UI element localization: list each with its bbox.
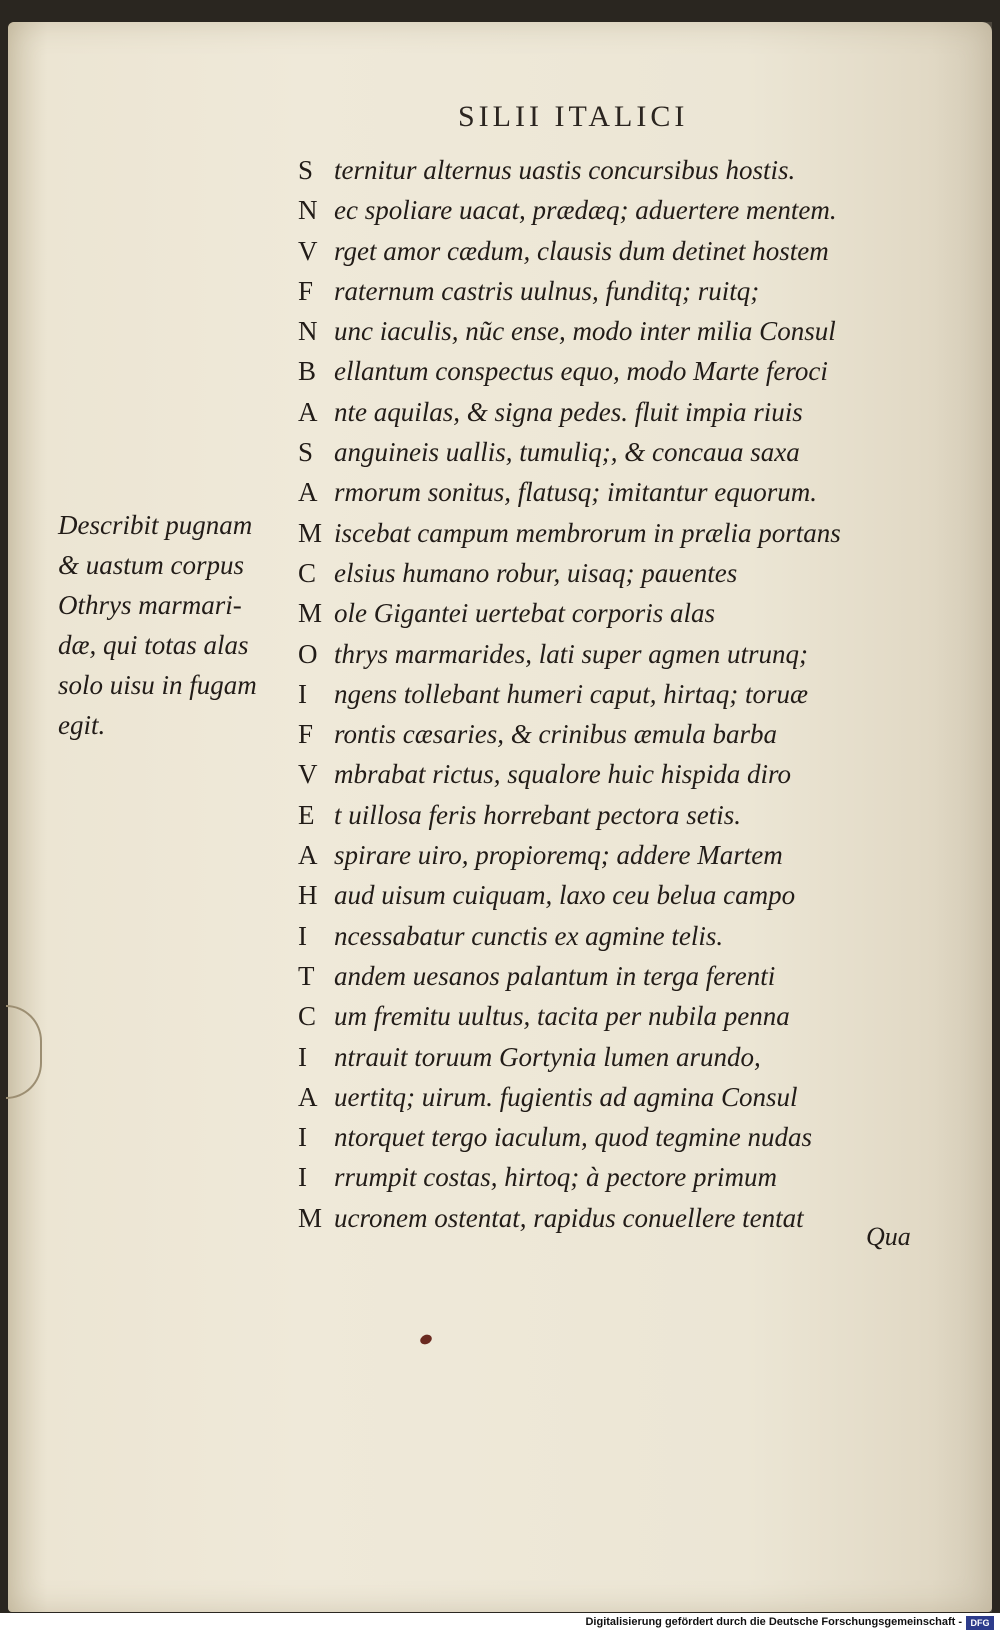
verse-text: ntrauit toruum Gortynia lumen arundo, (334, 1041, 761, 1072)
verse-initial: C (298, 1001, 317, 1032)
verse-text: ucronem ostentat, rapidus conuellere tentat (334, 1202, 804, 1233)
verse-text: ole Gigantei uertebat corporis alas (334, 598, 715, 629)
verse-line (298, 593, 938, 633)
verse-initial: M (298, 517, 323, 548)
verse-line (298, 996, 938, 1036)
digitization-footer (0, 1613, 1000, 1633)
verse-initial: M (298, 1202, 323, 1233)
verse-initial: O (298, 638, 318, 669)
verse-initial: B (298, 356, 317, 387)
verse-line (298, 835, 938, 875)
verse-line (298, 1117, 938, 1157)
gloss-line: Describit pugnam (58, 510, 253, 540)
verse-text: raternum castris uulnus, funditq; ruitq; (334, 275, 760, 306)
verse-text: elsius humano robur, uisaq; pauentes (334, 557, 738, 588)
verse-text: ternitur alternus uastis concursibus hostis. (334, 155, 796, 185)
verse-text: andem uesanos palantum in terga ferenti (334, 960, 776, 991)
verse-line (298, 714, 938, 754)
verse-initial: I (298, 1041, 307, 1072)
verse-text: ngens tollebant humeri caput, hirtaq; toruæ (334, 678, 808, 709)
verse-text: nte aquilas, & signa pedes. fluit impia riuis (334, 396, 803, 427)
verse-line (298, 1077, 938, 1117)
verse-text: um fremitu uultus, tacita per nubila penna (334, 1001, 790, 1032)
verse-block (298, 150, 938, 1238)
verse-initial: V (298, 759, 318, 790)
marginal-gloss (58, 505, 293, 745)
verse-initial: V (298, 235, 318, 266)
verse-text: ncessabatur cunctis ex agmine telis. (334, 920, 724, 951)
verse-text: t uillosa feris horrebant pectora setis. (334, 799, 741, 830)
verse-line (298, 311, 938, 351)
verse-text: thrys marmarides, lati super agmen utrunq; (334, 638, 808, 669)
verse-initial: I (298, 678, 307, 709)
verse-initial: A (298, 1081, 318, 1112)
verse-initial: N (298, 195, 318, 226)
verse-line (298, 472, 938, 512)
verse-text: unc iaculis, nũc ense, modo inter milia Consul (334, 316, 836, 347)
verse-line (298, 432, 938, 472)
verse-text: ellantum conspectus equo, modo Marte feroci (334, 356, 828, 387)
verse-text: spirare uiro, propioremq; addere Martem (334, 840, 783, 871)
verse-initial: I (298, 920, 307, 951)
funding-notice: Digitalisierung gefördert durch die Deutsche Forschungsgemeinschaft - (585, 1616, 962, 1628)
verse-text: uertitq; uirum. fugientis ad agmina Consul (334, 1081, 798, 1112)
verse-text: anguineis uallis, tumuliq;, & concaua saxa (334, 437, 800, 468)
verse-initial: E (298, 799, 315, 830)
verse-line (298, 634, 938, 674)
verse-line (298, 271, 938, 311)
running-title: SILII ITALICI (458, 100, 689, 133)
verse-text: rrumpit costas, hirtoq; à pectore primum (334, 1162, 777, 1193)
verse-initial: A (298, 840, 318, 871)
verse-initial: S (298, 155, 314, 185)
verse-text: rmorum sonitus, flatusq; imitantur equorum. (334, 477, 818, 508)
verse-line (298, 392, 938, 432)
verse-line (298, 916, 938, 956)
verse-line (298, 1037, 938, 1077)
verse-text: ec spoliare uacat, prædæq; aduertere mentem. (334, 195, 837, 226)
verse-text: ntorquet tergo iaculum, quod tegmine nudas (334, 1122, 812, 1153)
verse-text: iscebat campum membrorum in prælia portans (334, 517, 841, 548)
catchword: Qua (866, 1222, 911, 1251)
gloss-line: dæ, qui totas alas (58, 630, 249, 660)
dfg-logo: DFG (966, 1616, 994, 1630)
verse-text: aud uisum cuiquam, laxo ceu belua campo (334, 880, 796, 911)
verse-initial: H (298, 880, 318, 911)
verse-line (298, 754, 938, 794)
verse-initial: I (298, 1122, 307, 1153)
verse-line (298, 190, 938, 230)
verse-line (298, 875, 938, 915)
verse-line (298, 351, 938, 391)
verse-line (298, 553, 938, 593)
verse-text: mbrabat rictus, squalore huic hispida diro (334, 759, 792, 790)
verse-line (298, 956, 938, 996)
gloss-line: Othrys marmari- (58, 590, 242, 620)
verse-initial: A (298, 396, 318, 427)
verse-line (298, 1157, 938, 1197)
verse-line (298, 1198, 938, 1238)
gloss-line: egit. (58, 710, 106, 740)
verse-initial: M (298, 598, 323, 629)
verse-initial: F (298, 275, 314, 306)
verse-line (298, 231, 938, 271)
gloss-line: & uastum corpus (58, 550, 245, 580)
verse-initial: T (298, 960, 315, 991)
verse-initial: C (298, 557, 317, 588)
verse-initial: A (298, 477, 318, 508)
verse-line (298, 795, 938, 835)
gloss-line: solo uisu in fugam (58, 670, 257, 700)
page-edge-shadow (932, 22, 992, 1612)
verse-initial: S (298, 437, 314, 468)
verse-initial: N (298, 316, 318, 347)
verse-initial: I (298, 1162, 307, 1193)
verse-text: rget amor cædum, clausis dum detinet hostem (334, 235, 829, 266)
verse-text: rontis cæsaries, & crinibus æmula barba (334, 719, 778, 750)
verse-line (298, 513, 938, 553)
verse-line (298, 150, 938, 190)
verse-initial: F (298, 719, 314, 750)
verse-line (298, 674, 938, 714)
